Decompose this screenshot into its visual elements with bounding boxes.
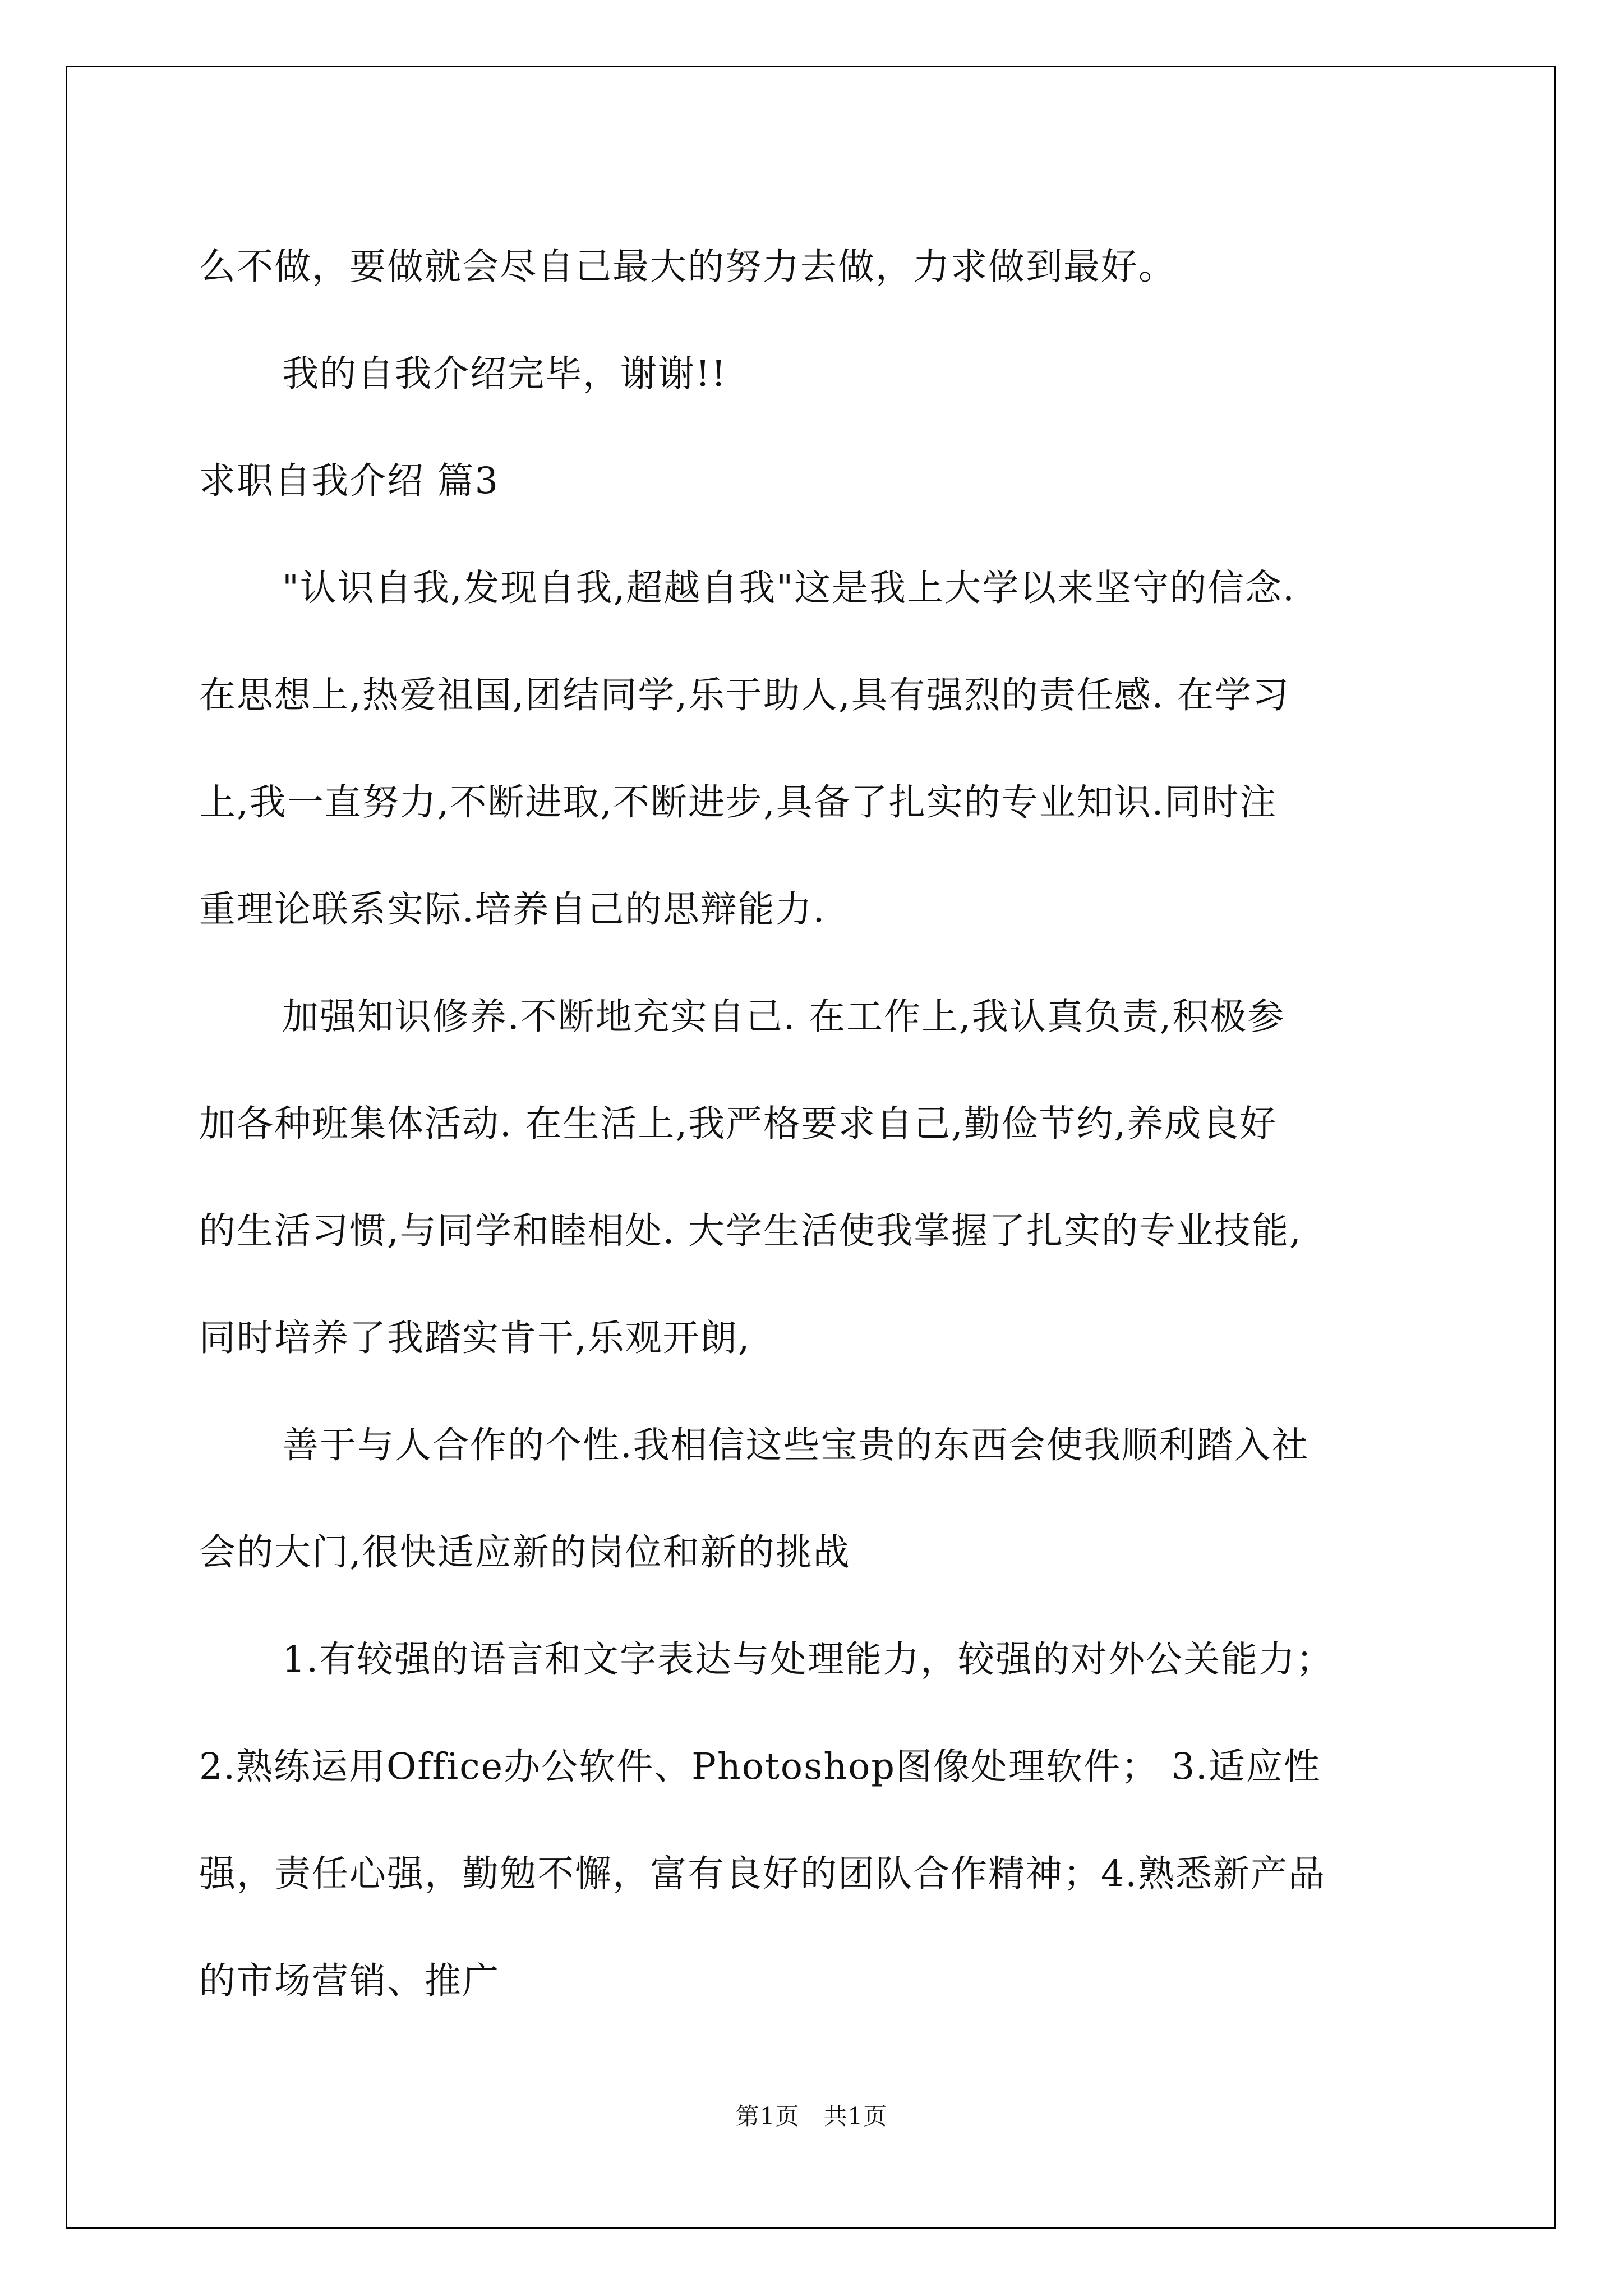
text-line-11: 同时培养了我踏实肯干,乐观开朗, (199, 1317, 751, 1359)
text-line-8: 加强知识修养.不断地充实自己. 在工作上,我认真负责,积极参 (282, 996, 1285, 1038)
text-line-6: 上,我一直努力,不断进取,不断进步,具备了扎实的专业知识.同时注 (199, 781, 1278, 823)
text-line-12: 善于与人合作的个性.我相信这些宝贵的东西会使我顺利踏入社 (282, 1424, 1310, 1466)
text-line-1: 么不做，要做就会尽自己最大的努力去做，力求做到最好。 (199, 246, 1177, 288)
text-line-4: "认识自我,发现自我,超越自我"这是我上大学以来坚守的信念. (282, 567, 1295, 609)
text-line-9: 加各种班集体活动. 在生活上,我严格要求自己,勤俭节约,养成良好 (199, 1103, 1278, 1145)
text-line-2: 我的自我介绍完毕，谢谢!! (282, 353, 727, 395)
text-line-17: 的市场营销、推广 (199, 1960, 500, 2002)
text-line-16: 强，责任心强，勤勉不懈，富有良好的团队合作精神；4.熟悉新产品 (199, 1853, 1326, 1895)
document-body (199, 213, 1427, 2035)
text-line-14: 1.有较强的语言和文字表达与处理能力，较强的对外公关能力； (282, 1639, 1334, 1681)
text-line-7: 重理论联系实际.培养自己的思辩能力. (199, 889, 826, 931)
section-heading: 求职自我介绍 篇3 (199, 460, 500, 502)
page-footer: 第1页 共1页 (735, 2102, 888, 2130)
text-line-15: 2.熟练运用Office办公软件、Photoshop图像处理软件； 3.适应性 (199, 1746, 1321, 1788)
text-line-5: 在思想上,热爱祖国,团结同学,乐于助人,具有强烈的责任感. 在学习 (199, 674, 1290, 716)
text-line-10: 的生活习惯,与同学和睦相处. 大学生活使我掌握了扎实的专业技能, (199, 1210, 1302, 1252)
text-line-13: 会的大门,很快适应新的岗位和新的挑战 (199, 1531, 851, 1573)
